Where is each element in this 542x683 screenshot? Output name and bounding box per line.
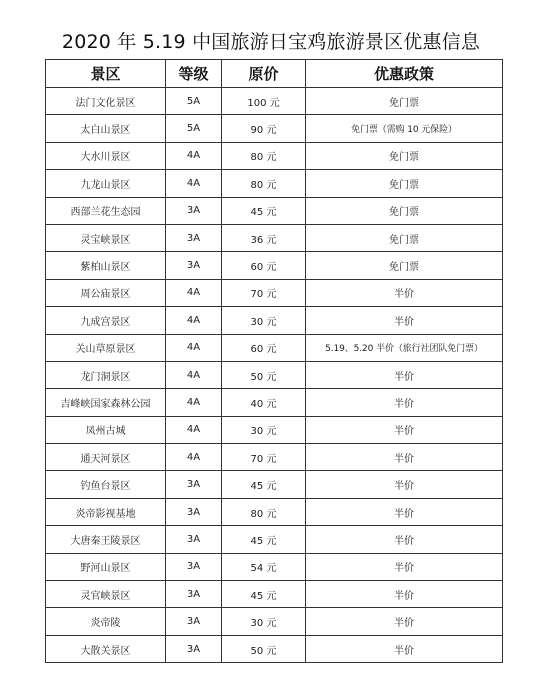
cell-original-price: 70 元 [222,279,306,306]
cell-scenic-area: 九龙山景区 [46,170,166,197]
table-row [46,252,503,279]
cell-scenic-area: 关山草原景区 [46,334,166,361]
cell-original-price: 30 元 [222,608,306,635]
table-row [46,635,503,662]
cell-grade: 4A [166,389,222,416]
table-row [46,526,503,553]
cell-discount-policy: 半价 [306,608,503,635]
cell-discount-policy: 半价 [306,279,503,306]
cell-discount-policy: 半价 [306,471,503,498]
table-row [46,608,503,635]
cell-original-price: 45 元 [222,197,306,224]
cell-grade: 3A [166,197,222,224]
table-row [46,115,503,142]
cell-grade: 3A [166,252,222,279]
cell-scenic-area: 太白山景区 [46,115,166,142]
cell-scenic-area: 钓鱼台景区 [46,471,166,498]
table-row [46,444,503,471]
cell-discount-policy: 免门票 [306,224,503,251]
cell-scenic-area: 灵官峡景区 [46,581,166,608]
cell-original-price: 30 元 [222,416,306,443]
cell-scenic-area: 周公庙景区 [46,279,166,306]
cell-original-price: 70 元 [222,444,306,471]
table-row [46,170,503,197]
cell-scenic-area: 灵宝峡景区 [46,224,166,251]
cell-original-price: 50 元 [222,361,306,388]
cell-original-price: 45 元 [222,471,306,498]
cell-grade: 3A [166,471,222,498]
cell-original-price: 80 元 [222,170,306,197]
cell-scenic-area: 大水川景区 [46,142,166,169]
cell-scenic-area: 法门文化景区 [46,88,166,115]
table-row [46,416,503,443]
cell-scenic-area: 龙门洞景区 [46,361,166,388]
cell-grade: 4A [166,334,222,361]
header-grade: 等级 [166,60,222,88]
cell-grade: 5A [166,88,222,115]
cell-discount-policy: 免门票 [306,88,503,115]
cell-grade: 3A [166,553,222,580]
cell-discount-policy: 免门票 [306,197,503,224]
cell-grade: 3A [166,224,222,251]
cell-grade: 3A [166,608,222,635]
cell-discount-policy: 半价 [306,526,503,553]
table-row [46,389,503,416]
cell-discount-policy: 半价 [306,635,503,662]
cell-original-price: 90 元 [222,115,306,142]
cell-grade: 3A [166,635,222,662]
cell-original-price: 30 元 [222,307,306,334]
table-row [46,88,503,115]
cell-grade: 4A [166,361,222,388]
page-title: 2020 年 5.19 中国旅游日宝鸡旅游景区优惠信息 [61,31,481,53]
cell-discount-policy: 半价 [306,307,503,334]
cell-original-price: 60 元 [222,334,306,361]
cell-discount-policy: 半价 [306,361,503,388]
cell-scenic-area: 凤州古城 [46,416,166,443]
cell-discount-policy: 5.19、5.20 半价（旅行社团队免门票） [306,334,503,361]
table-row [46,307,503,334]
cell-grade: 3A [166,581,222,608]
cell-scenic-area: 炎帝影视基地 [46,498,166,525]
cell-grade: 3A [166,526,222,553]
table-row [46,471,503,498]
cell-scenic-area: 西部兰花生态园 [46,197,166,224]
table-row [46,197,503,224]
table-header-row [46,60,503,88]
table-row [46,361,503,388]
cell-original-price: 50 元 [222,635,306,662]
cell-scenic-area: 大散关景区 [46,635,166,662]
cell-original-price: 45 元 [222,581,306,608]
cell-discount-policy: 半价 [306,581,503,608]
cell-scenic-area: 炎帝陵 [46,608,166,635]
table-row [46,279,503,306]
cell-discount-policy: 半价 [306,389,503,416]
cell-scenic-area: 吉峰峡国家森林公园 [46,389,166,416]
table-row [46,334,503,361]
cell-grade: 4A [166,416,222,443]
table-row [46,224,503,251]
cell-original-price: 40 元 [222,389,306,416]
table-row [46,142,503,169]
cell-scenic-area: 野河山景区 [46,553,166,580]
table-body [46,88,503,663]
table-row [46,553,503,580]
cell-scenic-area: 大唐秦王陵景区 [46,526,166,553]
cell-original-price: 54 元 [222,553,306,580]
cell-scenic-area: 通天河景区 [46,444,166,471]
cell-grade: 3A [166,498,222,525]
cell-discount-policy: 半价 [306,444,503,471]
cell-scenic-area: 紫柏山景区 [46,252,166,279]
header-original-price: 原价 [222,60,306,88]
cell-original-price: 80 元 [222,498,306,525]
cell-original-price: 100 元 [222,88,306,115]
cell-scenic-area: 九成宫景区 [46,307,166,334]
table-row [46,581,503,608]
cell-discount-policy: 半价 [306,498,503,525]
cell-grade: 4A [166,142,222,169]
header-discount-policy: 优惠政策 [306,60,503,88]
cell-discount-policy: 免门票 [306,142,503,169]
cell-discount-policy: 半价 [306,553,503,580]
cell-discount-policy: 半价 [306,416,503,443]
header-scenic-area: 景区 [46,60,166,88]
table-row [46,498,503,525]
cell-discount-policy: 免门票（需购 10 元保险） [306,115,503,142]
cell-discount-policy: 免门票 [306,252,503,279]
cell-original-price: 36 元 [222,224,306,251]
cell-original-price: 60 元 [222,252,306,279]
scenic-discount-table [45,59,503,663]
cell-grade: 4A [166,444,222,471]
cell-original-price: 45 元 [222,526,306,553]
cell-grade: 4A [166,307,222,334]
cell-discount-policy: 免门票 [306,170,503,197]
cell-grade: 5A [166,115,222,142]
cell-original-price: 80 元 [222,142,306,169]
cell-grade: 4A [166,279,222,306]
cell-grade: 4A [166,170,222,197]
